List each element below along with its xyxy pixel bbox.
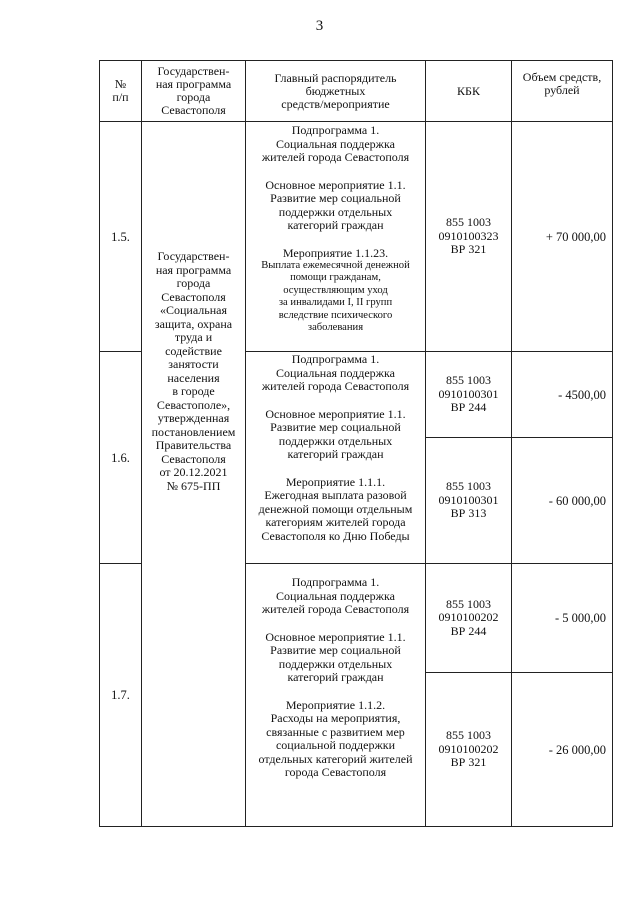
- row-1-5-description: Подпрограмма 1. Социальная поддержка жителей города Севастополя Основное мероприятие 1.1. Развитие мер социальной поддержки отдельных категорий граждан Мероприятие 1.1.23. Выплата ежемесячной денежной помощи гражданам, осуществляющим уход за инвалидами I, II групп вследствие психического заболевания: [261, 123, 410, 334]
- row-1-6-description: Подпрограмма 1. Социальная поддержка жителей города Севастополя Основное мероприятие 1.1. Развитие мер социальной поддержки отдельных категорий граждан Мероприятие 1.1.1. Ежегодная выплата разовой денежной помощи отдельным категориям жителей города Севастополя ко Дню Победы: [258, 352, 413, 543]
- header-col-program: Государствен- ная программа города Севастополя: [155, 64, 232, 117]
- header-col-manager: Главный распорядитель бюджетных средств/мероприятие: [274, 70, 397, 111]
- row-num-1-7: 1.7.: [111, 688, 130, 702]
- row-1-7-description: Подпрограмма 1. Социальная поддержка жителей города Севастополя Основное мероприятие 1.1. Развитие мер социальной поддержки отдельных категорий граждан Мероприятие 1.1.2. Расходы на мероприятия, связанные с развитием мер социальной поддержки отдельных категорий жителей города Севастополя: [258, 575, 413, 779]
- header-col-kbk: КБК: [457, 83, 480, 98]
- row-1-6-amount-1: - 4500,00: [558, 387, 606, 402]
- row-1-6-amount-2: - 60 000,00: [548, 493, 606, 508]
- row-1-5-kbk: 855 1003 0910100323 ВР 321: [438, 215, 499, 257]
- row-1-5-amount: + 70 000,00: [545, 229, 606, 244]
- row-1-6-kbk-1: 855 1003 0910100301 ВР 244: [438, 373, 499, 415]
- row-1-7-amount-2: - 26 000,00: [548, 742, 606, 757]
- row-num-1-6: 1.6.: [111, 450, 130, 465]
- page-number: 3: [315, 18, 324, 34]
- row-1-6-kbk-2: 855 1003 0910100301 ВР 313: [438, 479, 499, 521]
- row-1-7-kbk-2: 855 1003 0910100202 ВР 321: [438, 728, 499, 770]
- program-name-cell: Государствен- ная программа города Севастополя «Социальная защита, охрана труда и содействие занятости населения в городе Севастополе», утвержденная постановлением Правительства Севастополя от 20.12.2021 № 675-ПП: [151, 249, 236, 493]
- header-col-num: № п/п: [112, 77, 129, 104]
- header-col-amount: Объем средств, рублей: [522, 70, 602, 97]
- row-1-7-amount-1: - 5 000,00: [554, 611, 606, 625]
- table-border-bottom: [99, 826, 613, 827]
- row-num-1-5: 1.5.: [111, 229, 130, 244]
- table-border-right: [612, 60, 613, 827]
- row-1-7-kbk-1: 855 1003 0910100202 ВР 244: [438, 596, 499, 638]
